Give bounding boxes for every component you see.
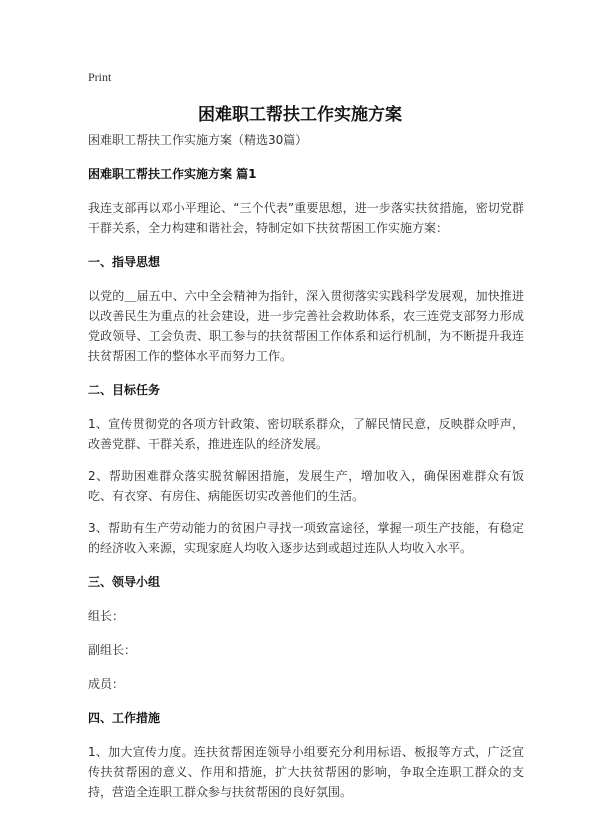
document-body [88, 130, 524, 816]
members-line: 成员： [88, 677, 125, 691]
leader-line: 组长： [88, 609, 125, 623]
goal-item-3: 3、帮助有生产劳动能力的贫困户寻找一项致富途径，掌握一项生产技能，有稳定的经济收入来源，实现家庭人均收入逐步达到或超过连队人均收入水平。 [88, 521, 524, 555]
goal-item-1: 1、宣传贯彻党的各项方针政策、密切联系群众，了解民情民意，反映群众呼声，改善党群、干群关系，推进连队的经济发展。 [88, 417, 524, 451]
section-title: 困难职工帮扶工作实施方案 篇1 [88, 167, 257, 181]
heading-measures: 四、工作措施 [88, 711, 161, 725]
measure-item-1: 1、加大宣传力度。连扶贫帮困连领导小组要充分利用标语、板报等方式，广泛宣传扶贫帮困的意义、作用和措施，扩大扶贫帮困的影响，争取全连职工群众的支持，营造全连职工群众参与扶贫帮困的良好氛围。 [88, 745, 524, 799]
guiding-thought-paragraph: 以党的＿届五中、六中全会精神为指针，深入贯彻落实实践科学发展观，加快推进以改善民生为重点的社会建设，进一步完善社会救助体系，农三连党支部努力形成党政领导、工会负责、职工参与的扶贫帮困工作体系和运行机制，为不断提升我连扶贫帮困工作的整体水平而努力工作。 [88, 289, 524, 363]
heading-goals: 二、目标任务 [88, 383, 161, 397]
document-subtitle: 困难职工帮扶工作实施方案（精选30篇） [88, 133, 308, 147]
document-title: 困难职工帮扶工作实施方案 [198, 105, 402, 125]
heading-leadership: 三、领导小组 [88, 575, 161, 589]
intro-paragraph: 我连支部再以邓小平理论、“三个代表”重要思想，进一步落实扶贫措施，密切党群干群关系，全力构建和谐社会，特制定如下扶贫帮困工作实施方案： [88, 201, 524, 235]
goal-item-2: 2、帮助困难群众落实脱贫解困措施，发展生产，增加收入，确保困难群众有饭吃、有衣穿、有房住、病能医切实改善他们的生活。 [88, 469, 524, 503]
print-label[interactable]: Print [88, 70, 112, 84]
deputy-leader-line: 副组长： [88, 643, 137, 657]
heading-guiding-thought: 一、指导思想 [88, 255, 161, 269]
